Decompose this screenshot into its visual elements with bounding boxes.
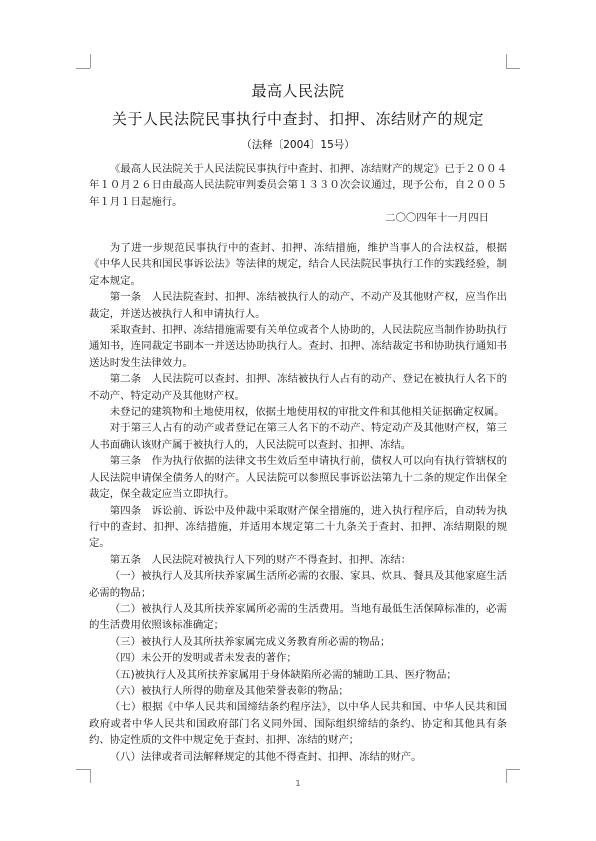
crop-mark: [90, 54, 91, 68]
crop-mark: [506, 68, 520, 69]
paragraph: 对于第三人占有的动产或者登记在第三人名下的不动产、特定动产及其他财产权，第三人书面确认该财产属于被执行人的，人民法院可以查封、扣押、冻结。: [89, 422, 507, 451]
announcement-text: 《最高人民法院关于人民法院民事执行中查封、扣押、冻结财产的规定》已于２００４年１０月２６日由最高人民法院审判委员会第１３３０次会议通过，现予公布，自２００５年１月１日起施行。: [89, 163, 507, 208]
court-name: 最高人民法院: [251, 82, 345, 100]
list-item: （七）根据《中华人民共和国缔结条约程序法》，以中华人民共和国、中华人民共和国政府或者中华人民共和国政府部门名义同外国、国际组织缔结的条约、协定和其他具有条约、协定性质的文件中规定免于查封、扣押、冻结的财产；: [89, 701, 507, 747]
crop-mark: [76, 769, 90, 770]
crop-mark: [76, 68, 90, 69]
list-item: （五)被执行人及其所扶养家属用于身体缺陷所必需的辅助工具、医疗物品；: [109, 668, 457, 681]
document-number: （法释〔2004〕15号）: [241, 139, 355, 151]
page-number: 1: [295, 779, 301, 788]
crop-mark: [506, 54, 507, 68]
paragraph: 第五条 人民法院对被执行人下列的财产不得查封、扣押、冻结：: [109, 553, 412, 566]
paragraph: 为了进一步规范民事执行中的查封、扣押、冻结措施，维护当事人的合法权益，根据《中华人民共和国民事诉讼法》等法律的规定，结合人民法院民事执行工作的实践经验，制定本规定。: [89, 242, 507, 287]
regulation-body: [89, 240, 507, 765]
crop-mark: [506, 769, 520, 770]
paragraph: 未登记的建筑物和土地使用权，依据土地使用权的审批文件和其他相关证据确定权属。: [109, 406, 505, 419]
list-item: （二）被执行人及其所扶养家属所必需的生活费用。当地有最低生活保障标准的，必需的生活费用依照该标准确定；: [89, 602, 507, 632]
paragraph: 采取查封、扣押、冻结措施需要有关单位或者个人协助的，人民法院应当制作协助执行通知书，连同裁定书副本一并送达协助执行人。查封、扣押、冻结裁定书和协助执行通知书送达时发生法律效力。: [89, 324, 507, 369]
paragraph: 第二条 人民法院可以查封、扣押、冻结被执行人占有的动产、登记在被执行人名下的不动产、特定动产及其他财产权。: [89, 373, 507, 402]
paragraph: 第一条 人民法院查封、扣押、冻结被执行人的动产、不动产及其他财产权，应当作出裁定，并送达被执行人和申请执行人。: [89, 291, 507, 320]
paragraph: 第四条 诉讼前、诉讼中及仲裁中采取财产保全措施的，进入执行程序后，自动转为执行中的查封、扣押、冻结措施，并适用本规定第二十九条关于查封、扣押、冻结期限的规定。: [89, 504, 507, 550]
list-item: （四）未公开的发明或者未发表的著作；: [109, 652, 297, 665]
announcement-date: 二〇〇四年十一月四日: [385, 212, 489, 225]
document-title: 关于人民法院民事执行中查封、扣押、冻结财产的规定: [111, 110, 484, 128]
announcement-section: [89, 161, 507, 227]
paragraph: 第三条 作为执行依据的法律文书生效后至申请执行前，债权人可以向有执行管辖权的人民法院申请保全债务人的财产。人民法院可以参照民事诉讼法第九十二条的规定作出保全裁定，保全裁定应当立即执行。: [89, 455, 507, 501]
list-item: （一）被执行人及其所扶养家属生活所必需的衣服、家具、炊具、餐具及其他家庭生活必需的物品；: [89, 570, 507, 599]
list-item: （六）被执行人所得的勋章及其他荣誉表彰的物品；: [109, 684, 349, 697]
list-item: （三）被执行人及其所扶养家属完成义务教育所必需的物品；: [109, 635, 391, 648]
list-item: （八）法律或者司法解释规定的其他不得查封、扣押、冻结的财产。: [109, 750, 422, 763]
